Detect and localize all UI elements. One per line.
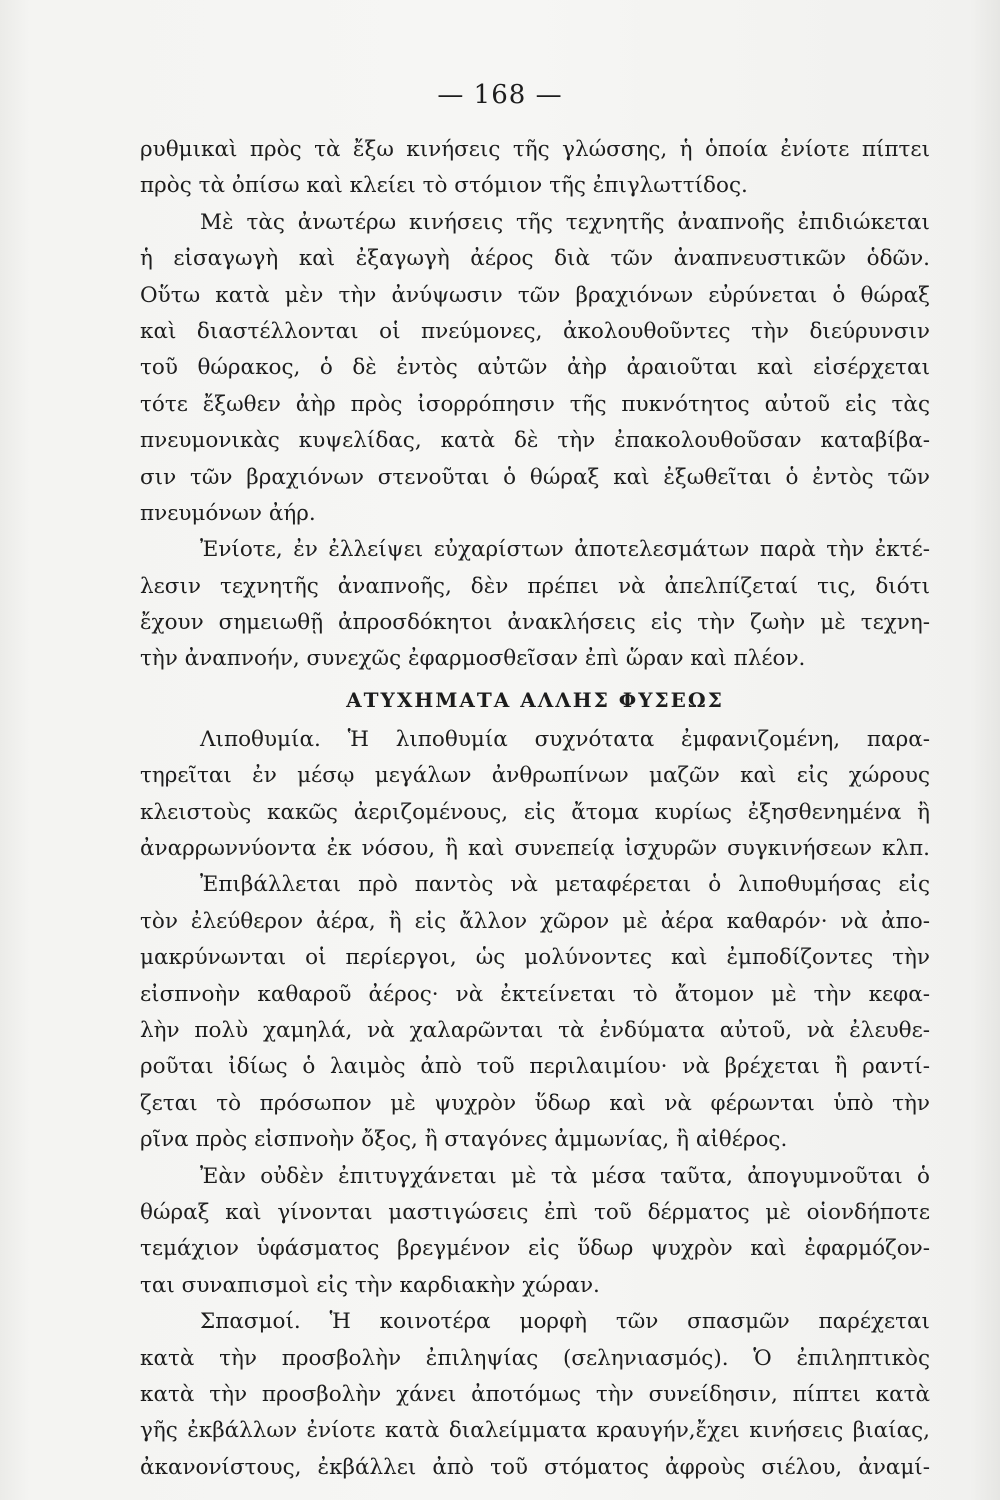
text-line: λεσιν τεχνητῆς ἀναπνοῆς, δὲν πρέπει νὰ ἀπελπίζεταί τις, διότι [140,573,930,599]
text-line: θώραξ καὶ γίνονται μαστιγώσεις ἐπὶ τοῦ δέρματος μὲ οἱονδήποτε [140,1199,930,1225]
text-line: Μὲ τὰς ἀνωτέρω κινήσεις τῆς τεχνητῆς ἀναπνοῆς ἐπιδιώκεται [200,209,930,235]
text-line: τοῦ θώρακος, ὁ δὲ ἐντὸς αὐτῶν ἀὴρ ἀραιοῦται καὶ εἰσέρχεται [140,355,930,381]
text-line: ροῦται ἰδίως ὁ λαιμὸς ἀπὸ τοῦ περιλαιμίου· νὰ βρέχεται ἢ ραντί- [140,1054,930,1080]
text-line: Λιποθυμία. Ἡ λιποθυμία συχνότατα ἐμφανιζομένη, παρα- [200,726,930,752]
text-line: Ἐνίοτε, ἐν ἐλλείψει εὐχαρίστων ἀποτελεσμάτων παρὰ τὴν ἐκτέ- [200,537,930,563]
text-line: κατὰ τὴν προσβολὴν χάνει ἀποτόμως τὴν συνείδησιν, πίπτει κατὰ [140,1381,930,1407]
text-line: ται συναπισμοὶ εἰς τὴν καρδιακὴν χώραν. [140,1272,600,1298]
text-line: τότε ἔξωθεν ἀὴρ πρὸς ἰσορρόπησιν τῆς πυκνότητος αὐτοῦ εἰς τὰς [140,391,930,417]
text-line: εἰσπνοὴν καθαροῦ ἀέρος· νὰ ἐκτείνεται τὸ ἄτομον μὲ τὴν κεφα- [140,981,930,1007]
text-line: τεμάχιον ὑφάσματος βρεγμένον εἰς ὕδωρ ψυχρὸν καὶ ἐφαρμόζον- [140,1236,930,1262]
text-line: ἔχουν σημειωθῇ ἀπροσδόκητοι ἀνακλήσεις εἰς τὴν ζωὴν μὲ τεχνη- [140,610,930,636]
page-number: — 168 — [437,80,563,110]
text-line: καὶ διαστέλλονται οἱ πνεύμονες, ἀκολουθοῦντες τὴν διεύρυνσιν [140,318,930,344]
text-line: πνευμονικὰς κυψελίδας, κατὰ δὲ τὴν ἐπακολουθοῦσαν καταβίβα- [140,428,930,454]
text-line: ρῖνα πρὸς εἰσπνοὴν ὄξος, ἢ σταγόνες ἀμμωνίας, ἢ αἰθέρος. [140,1127,788,1153]
text-line: λὴν πολὺ χαμηλά, νὰ χαλαρῶνται τὰ ἐνδύματα αὐτοῦ, νὰ ἐλευθε- [140,1017,930,1043]
text-line: γῆς ἐκβάλλων ἐνίοτε κατὰ διαλείμματα κραυγήν,ἔχει κινήσεις βιαίας, [140,1418,930,1444]
body-text [140,132,930,1486]
text-line: σιν τῶν βραχιόνων στενοῦται ὁ θώραξ καὶ ἐξωθεῖται ὁ ἐντὸς τῶν [140,464,930,490]
text-line: τὸν ἐλεύθερον ἀέρα, ἢ εἰς ἄλλον χῶρον μὲ ἀέρα καθαρόν· νὰ ἀπο- [140,908,930,934]
text-line: πνευμόνων ἀήρ. [140,500,316,526]
text-line: Οὕτω κατὰ μὲν τὴν ἀνύψωσιν τῶν βραχιόνων εὐρύνεται ὁ θώραξ [140,282,930,308]
text-line: ρυθμικαὶ πρὸς τὰ ἔξω κινήσεις τῆς γλώσσης, ἡ ὁποία ἐνίοτε πίπτει [140,137,930,162]
text-line: ἀναρρωννύοντα ἐκ νόσου, ἢ καὶ συνεπείᾳ ἰσχυρῶν συγκινήσεων κλπ. [140,836,930,862]
text-line: ζεται τὸ πρόσωπον μὲ ψυχρὸν ὕδωρ καὶ νὰ φέρωνται ὑπὸ τὴν [140,1090,930,1116]
text-line: κατὰ τὴν προσβολὴν ἐπιληψίας (σεληνιασμός). Ὁ ἐπιληπτικὸς [140,1345,930,1371]
text-line: ἀκανονίστους, ἐκβάλλει ἀπὸ τοῦ στόματος ἀφροὺς σιέλου, ἀναμί- [140,1454,930,1480]
text-line: κλειστοὺς κακῶς ἀεριζομένους, εἰς ἄτομα κυρίως ἐξησθενημένα ἢ [140,799,930,825]
text-line: Σπασμοί. Ἡ κοινοτέρα μορφὴ τῶν σπασμῶν παρέχεται [200,1309,930,1335]
text-line: μακρύνωνται οἱ περίεργοι, ὡς μολύνοντες καὶ ἐμποδίζοντες τὴν [140,945,930,971]
text-line: Ἐὰν οὐδὲν ἐπιτυγχάνεται μὲ τὰ μέσα ταῦτα, ἀπογυμνοῦται ὁ [200,1163,930,1189]
text-line: τὴν ἀναπνοήν, συνεχῶς ἐφαρμοσθεῖσαν ἐπὶ ὥραν καὶ πλέον. [140,646,806,672]
text-line: Ἐπιβάλλεται πρὸ παντὸς νὰ μεταφέρεται ὁ λιποθυμήσας εἰς [200,872,930,898]
section-heading: ΑΤΥΧΗΜΑΤΑ ΑΛΛΗΣ ΦΥΣΕΩΣ [346,687,724,712]
text-line: ἡ εἰσαγωγὴ καὶ ἐξαγωγὴ ἀέρος διὰ τῶν ἀναπνευστικῶν ὁδῶν. [140,246,930,272]
text-line: πρὸς τὰ ὀπίσω καὶ κλείει τὸ στόμιον τῆς ἐπιγλωττίδος. [140,173,748,199]
text-line: τηρεῖται ἐν μέσῳ μεγάλων ἀνθρωπίνων μαζῶν καὶ εἰς χώρους [140,763,930,789]
